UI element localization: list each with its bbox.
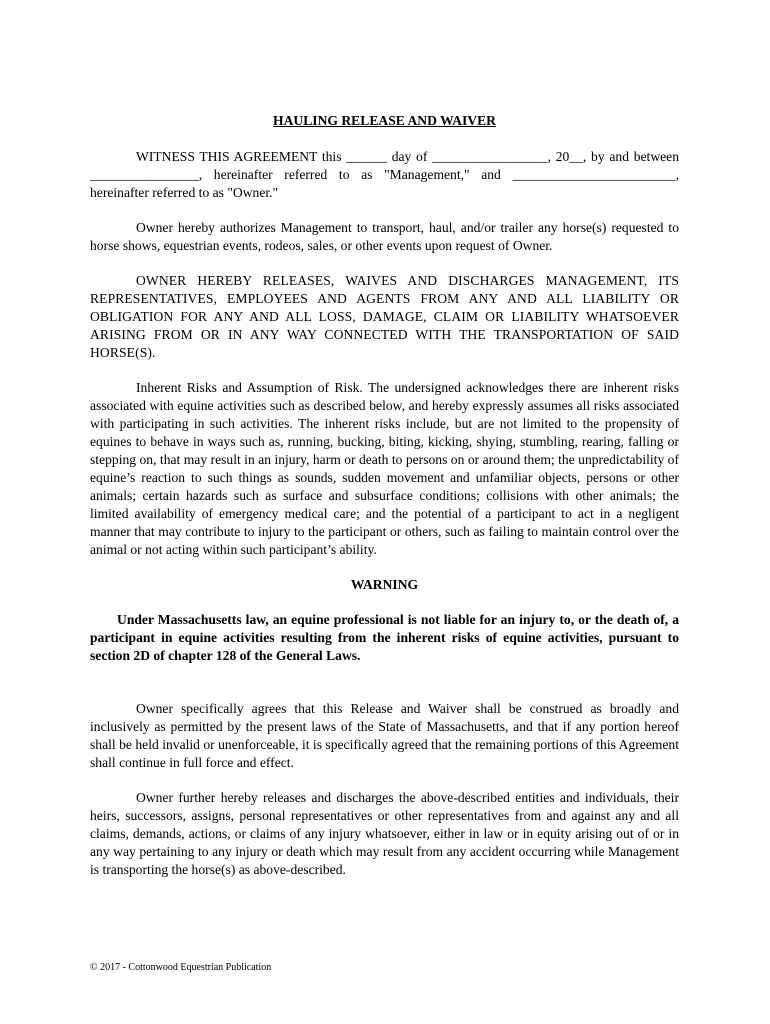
witness-paragraph: WITNESS THIS AGREEMENT this ______ day of _________________, 20__, by and between ________________, hereinafter referred to as "Management," and ________________________, hereinafter referred to as "Owner.": [90, 149, 679, 200]
further-release-paragraph: Owner further hereby releases and discharges the above-described entities and individuals, their heirs, successors, assigns, personal representatives or other representatives from and against any and all claims, demands, actions, or claims of any injury whatsoever, either in law or in equity arising out of or in any way pertaining to any injury or death which may result from any accident occurring while Management is transporting the horse(s) as above-described.: [90, 790, 679, 877]
construction-paragraph: Owner specifically agrees that this Release and Waiver shall be construed as broadly and inclusively as permitted by the present laws of the State of Massachusetts, and that if any portion hereof shall be held invalid or unenforceable, it is specifically agreed that the remaining portions of this Agreement shall continue in full force and effect.: [90, 701, 679, 770]
document-title: HAULING RELEASE AND WAIVER: [273, 113, 496, 128]
warning-heading: WARNING: [350, 577, 419, 592]
authorization-paragraph: Owner hereby authorizes Management to transport, haul, and/or trailer any horse(s) requested to horse shows, equestrian events, rodeos, sales, or other events upon request of Owner.: [90, 220, 679, 253]
copyright-footer: © 2017 - Cottonwood Equestrian Publication: [90, 962, 272, 973]
inherent-risks-paragraph: Inherent Risks and Assumption of Risk. The undersigned acknowledges there are inherent risks associated with equine activities such as described below, and hereby expressly assumes all risks associated with participating in such activities. The inherent risks include, but are not limited to the propensity of equines to behave in ways such as, running, bucking, biting, kicking, shying, stumbling, rearing, falling or stepping on, that may result in an injury, harm or death to persons on or around them; the unpredictability of equine’s reaction to such things as sounds, sudden movement and unfamiliar objects, persons or other animals; certain hazards such as surface and subsurface conditions; collisions with other animals; the limited availability of emergency medical care; and the potential of a participant to act in a negligent manner that may contribute to injury to the participant or others, such as failing to maintain control over the animal or not acting within such participant’s ability.: [90, 380, 679, 557]
release-paragraph: OWNER HEREBY RELEASES, WAIVES AND DISCHARGES MANAGEMENT, ITS REPRESENTATIVES, EMPLOYEES AND AGENTS FROM ANY AND ALL LIABILITY OR OBLIGATION FOR ANY AND ALL LOSS, DAMAGE, CLAIM OR LIABILITY WHATSOEVER ARISING FROM OR IN ANY WAY CONNECTED WITH THE TRANSPORTATION OF SAID HORSE(S).: [90, 273, 679, 360]
document-body: [90, 112, 679, 896]
warning-body: Under Massachusetts law, an equine professional is not liable for an injury to, or the death of, a participant in equine activities resulting from the inherent risks of equine activities, pursuant to section 2D of chapter 128 of the General Laws.: [90, 612, 679, 663]
